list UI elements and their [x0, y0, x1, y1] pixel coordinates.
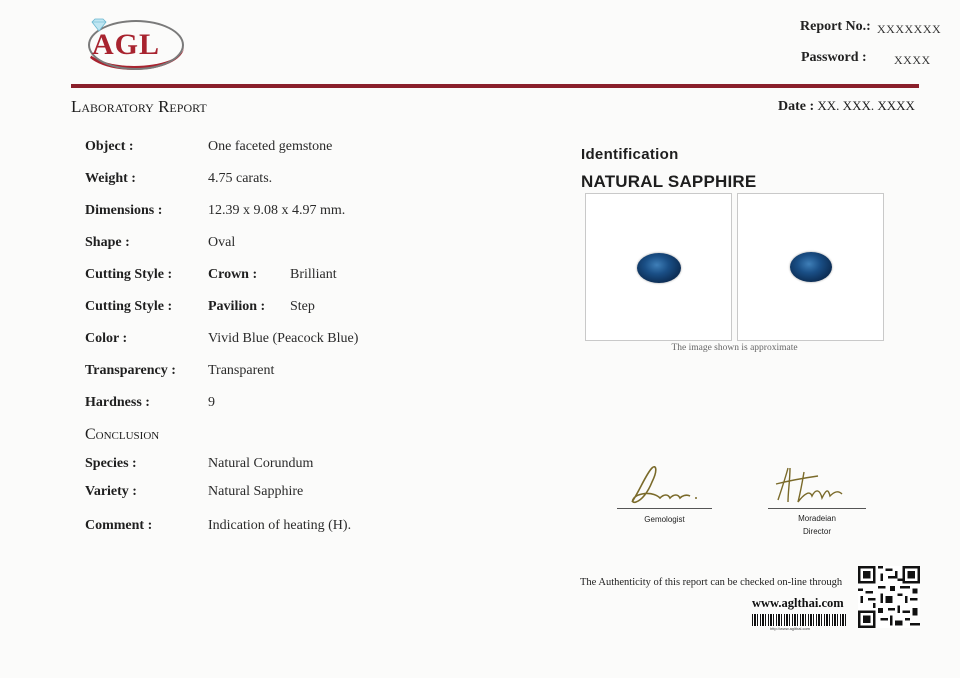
- transparency-value: Transparent: [208, 363, 275, 378]
- cutting-style-crown-label: Cutting Style :: [85, 267, 173, 282]
- conclusion-title: Conclusion: [85, 426, 160, 443]
- pavilion-label: Pavilion :: [208, 299, 266, 314]
- gemologist-title: Gemologist: [644, 515, 685, 524]
- qr-code-icon[interactable]: [858, 566, 920, 628]
- password-value: XXXX: [894, 53, 931, 67]
- director-signature-line: [768, 508, 866, 509]
- variety-label: Variety :: [85, 484, 137, 499]
- crown-label: Crown :: [208, 267, 258, 282]
- color-value: Vivid Blue (Peacock Blue): [208, 331, 359, 346]
- transparency-label: Transparency :: [85, 363, 176, 378]
- director-title: Director: [802, 527, 831, 536]
- identification-value: NATURAL SAPPHIRE: [581, 172, 757, 191]
- header-rule: [71, 84, 919, 88]
- comment-label: Comment :: [85, 518, 153, 533]
- weight-value: 4.75 carats.: [208, 171, 273, 186]
- gem-photo-side: [737, 193, 884, 341]
- species-label: Species :: [85, 456, 137, 471]
- weight-label: Weight :: [85, 171, 136, 186]
- hardness-value: 9: [208, 395, 215, 410]
- director-name: Moradeian: [798, 514, 836, 523]
- report-no-label: Report No.:: [800, 19, 871, 34]
- director-signature: [768, 460, 858, 508]
- image-caption: The image shown is approximate: [671, 343, 798, 353]
- report-no-value: XXXXXXX: [877, 22, 942, 36]
- species-value: Natural Corundum: [208, 456, 314, 471]
- date-label: Date :: [778, 99, 815, 114]
- barcode: [752, 614, 846, 626]
- sapphire-stone-side: [790, 252, 832, 282]
- website-link[interactable]: www.aglthai.com: [752, 596, 844, 610]
- comment-value: Indication of heating (H).: [208, 518, 352, 533]
- hardness-label: Hardness :: [85, 395, 150, 410]
- object-value: One faceted gemstone: [208, 139, 333, 154]
- color-label: Color :: [85, 331, 128, 346]
- object-label: Object :: [85, 139, 134, 154]
- identification-label: Identification: [581, 146, 679, 163]
- logo-text: AGL: [92, 28, 161, 61]
- authenticity-text: The Authenticity of this report can be checked on-line through: [580, 577, 843, 588]
- report-date: [778, 98, 915, 115]
- gemologist-signature: [622, 460, 702, 508]
- lab-report-title: Laboratory Report: [71, 97, 207, 116]
- variety-value: Natural Sapphire: [208, 484, 304, 499]
- pavilion-value: Step: [290, 299, 315, 314]
- shape-value: Oval: [208, 235, 236, 250]
- agl-logo: [84, 18, 188, 74]
- shape-label: Shape :: [85, 235, 130, 250]
- barcode-text: http://www.aglthai.com: [770, 626, 811, 631]
- gem-photo-front: [585, 193, 732, 341]
- password-label: Password :: [801, 50, 867, 65]
- dimensions-value: 12.39 x 9.08 x 4.97 mm.: [208, 203, 346, 218]
- date-value: XX. XXX. XXXX: [817, 98, 915, 113]
- crown-value: Brilliant: [290, 267, 337, 282]
- sapphire-stone-front: [637, 253, 681, 283]
- cutting-style-pavilion-label: Cutting Style :: [85, 299, 173, 314]
- gemologist-signature-line: [617, 508, 712, 509]
- dimensions-label: Dimensions :: [85, 203, 163, 218]
